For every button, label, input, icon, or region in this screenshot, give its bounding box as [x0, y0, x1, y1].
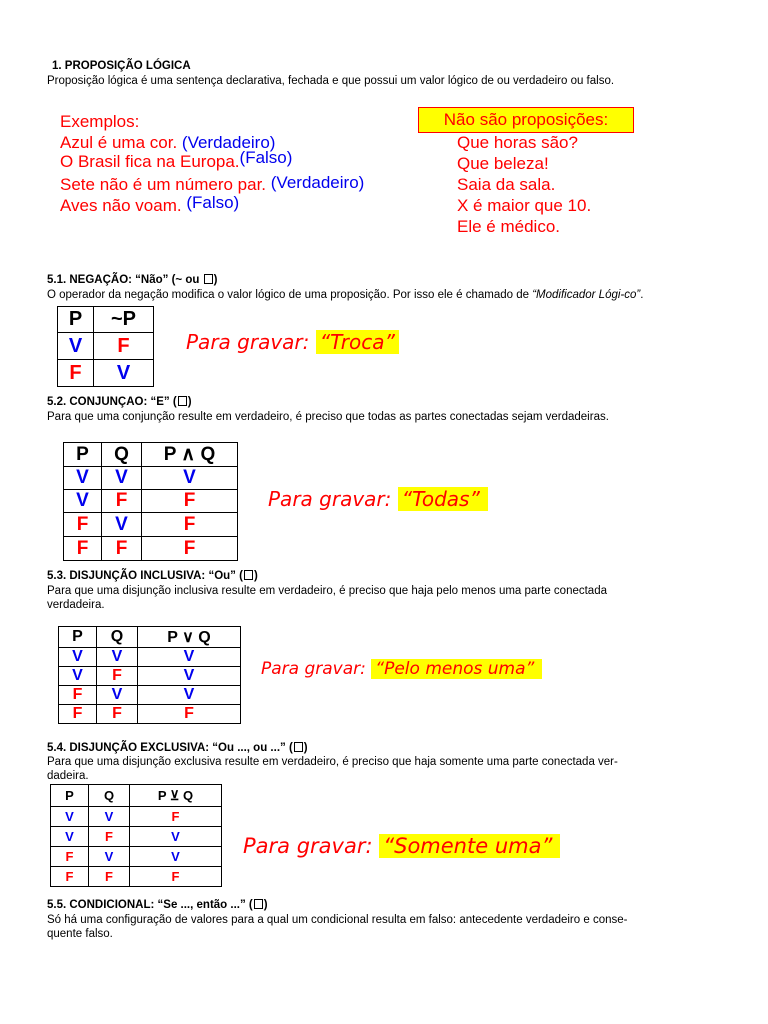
table-cell: V — [89, 807, 130, 827]
table-cell: F — [130, 867, 222, 887]
section-5-2-heading — [47, 395, 192, 409]
section-5-5-text-line2: quente falso. — [47, 928, 113, 940]
heading-text-end: ) — [253, 570, 258, 582]
table-cell: F — [59, 705, 97, 724]
text-end: . — [640, 289, 644, 301]
section-5-2-text: Para que uma conjunção resulte em verdadeiro, é preciso que todas as partes conectadas sejam verdadeiras. — [47, 411, 609, 423]
table-cell: V — [130, 827, 222, 847]
table-cell: V — [142, 467, 238, 490]
example-value: (Falso) — [186, 193, 240, 212]
table-cell: F — [64, 513, 102, 537]
table-cell: F — [130, 807, 222, 827]
operator-symbol-box — [244, 570, 253, 580]
table-cell: F — [142, 513, 238, 537]
non-proposition-item: Saia da sala. — [457, 175, 556, 194]
table-header: P — [64, 443, 102, 467]
example-sentence: O Brasil fica na Europa. — [60, 152, 240, 171]
example-item — [60, 148, 293, 172]
section-5-5-text-line1: Só há uma configuração de valores para a qual um condicional resulta em falso: antecedente verdadeiro e conse- — [47, 914, 628, 926]
mnemonic-label: Para gravar: — [186, 330, 310, 354]
mnemonic-label: Para gravar: — [268, 487, 392, 511]
mnemonic-exclusive-disjunction — [243, 834, 560, 859]
section-5-1-text — [47, 288, 643, 302]
heading-text: 5.3. DISJUNÇÃO INCLUSIVA: “Ou” ( — [47, 570, 243, 582]
example-item — [60, 195, 239, 216]
table-cell: V — [89, 847, 130, 867]
truth-table-negation — [57, 306, 154, 387]
example-value: (Verdadeiro) — [270, 173, 365, 192]
table-cell: V — [102, 513, 142, 537]
non-proposition-item: Ele é médico. — [457, 217, 560, 236]
non-proposition-item: X é maior que 10. — [457, 196, 592, 215]
heading-text: 5.1. NEGAÇÃO: “Não” (~ ou — [47, 274, 203, 286]
mnemonic-conjunction — [268, 487, 488, 511]
table-cell: V — [59, 648, 97, 667]
table-header: Q — [89, 785, 130, 807]
example-value: (Verdadeiro) — [181, 133, 276, 152]
mnemonic-value: “Somente uma” — [379, 834, 560, 858]
heading-text: 5.5. CONDICIONAL: “Se ..., então ...” ( — [47, 899, 253, 911]
table-cell: F — [94, 333, 154, 360]
heading-text: 5.2. CONJUNÇAO: “E” ( — [47, 396, 177, 408]
table-cell: F — [142, 537, 238, 561]
table-header: ~P — [94, 307, 154, 333]
example-value: (Falso) — [239, 148, 293, 167]
table-cell: F — [102, 490, 142, 513]
truth-table-exclusive-disjunction — [50, 784, 222, 887]
table-header: P — [59, 627, 97, 648]
table-cell: F — [138, 705, 241, 724]
table-cell: F — [89, 867, 130, 887]
mnemonic-label: Para gravar: — [243, 834, 373, 858]
section-1-heading: 1. PROPOSIÇÃO LÓGICA — [52, 60, 191, 72]
section-1-definition: Proposição lógica é uma sentença declarativa, fechada e que possui um valor lógico de ou verdadeiro ou falso. — [47, 75, 615, 87]
text: O operador da negação modifica o valor lógico de uma proposição. Por isso ele é chamado de — [47, 289, 533, 301]
table-cell: F — [51, 847, 89, 867]
table-cell: V — [130, 847, 222, 867]
table-cell: F — [59, 686, 97, 705]
mnemonic-value: “Todas” — [398, 487, 488, 511]
table-header: Q — [97, 627, 138, 648]
heading-text-end: ) — [303, 742, 308, 754]
table-cell: V — [97, 648, 138, 667]
table-cell: F — [64, 537, 102, 561]
operator-symbol-box — [254, 899, 263, 909]
table-cell: V — [138, 667, 241, 686]
table-cell: V — [97, 686, 138, 705]
table-header: P — [58, 307, 94, 333]
heading-text-end: ) — [213, 274, 218, 286]
truth-table-inclusive-disjunction — [58, 626, 241, 724]
section-5-3-text-line2: verdadeira. — [47, 599, 105, 611]
table-cell: F — [97, 667, 138, 686]
section-5-4-text-line2: dadeira. — [47, 770, 89, 782]
heading-text-end: ) — [187, 396, 192, 408]
table-cell: F — [102, 537, 142, 561]
table-header: P ∨ Q — [138, 627, 241, 648]
example-sentence: Sete não é um número par. — [60, 175, 267, 194]
table-cell: V — [94, 360, 154, 387]
table-cell: V — [138, 648, 241, 667]
table-header: P — [51, 785, 89, 807]
table-cell: V — [51, 827, 89, 847]
table-cell: V — [138, 686, 241, 705]
table-header: P ⊻ Q — [130, 785, 222, 807]
table-cell: V — [51, 807, 89, 827]
table-cell: F — [51, 867, 89, 887]
mnemonic-inclusive-disjunction — [261, 659, 542, 680]
mnemonic-value: “Pelo menos uma” — [371, 659, 542, 679]
truth-table-conjunction — [63, 442, 238, 561]
section-5-4-heading — [47, 741, 308, 755]
table-cell: F — [97, 705, 138, 724]
non-propositions-title: Não são proposições: — [418, 107, 634, 133]
mnemonic-value: “Troca” — [316, 330, 399, 354]
non-proposition-item: Que beleza! — [457, 154, 549, 173]
non-proposition-item: Que horas são? — [457, 133, 578, 152]
example-sentence: Aves não voam. — [60, 196, 182, 215]
table-cell: F — [142, 490, 238, 513]
table-header: Q — [102, 443, 142, 467]
operator-symbol-box — [178, 396, 187, 406]
section-5-4-text-line1: Para que uma disjunção exclusiva resulte em verdadeiro, é preciso que haja somente uma parte conectada ver- — [47, 756, 618, 768]
section-5-3-text-line1: Para que uma disjunção inclusiva resulte em verdadeiro, é preciso que haja pelo menos uma parte conectada — [47, 585, 607, 597]
table-cell: V — [64, 490, 102, 513]
table-header: P ∧ Q — [142, 443, 238, 467]
examples-title: Exemplos: — [60, 112, 140, 131]
heading-text-end: ) — [263, 899, 268, 911]
section-5-1-heading — [47, 273, 217, 287]
text-italic: “Modificador Lógi-co” — [532, 289, 641, 301]
example-sentence: Azul é uma cor. — [60, 133, 178, 152]
table-cell: V — [64, 467, 102, 490]
section-5-5-heading — [47, 898, 268, 912]
table-cell: V — [59, 667, 97, 686]
example-item — [60, 174, 364, 195]
table-cell: V — [58, 333, 94, 360]
section-5-3-heading — [47, 569, 258, 583]
table-cell: F — [89, 827, 130, 847]
heading-text: 5.4. DISJUNÇÃO EXCLUSIVA: “Ou ..., ou ...” ( — [47, 742, 293, 754]
mnemonic-negation — [186, 330, 399, 354]
mnemonic-label: Para gravar: — [261, 659, 366, 679]
table-cell: V — [102, 467, 142, 490]
table-cell: F — [58, 360, 94, 387]
operator-symbol-box — [294, 742, 303, 752]
operator-symbol-box — [204, 274, 213, 284]
